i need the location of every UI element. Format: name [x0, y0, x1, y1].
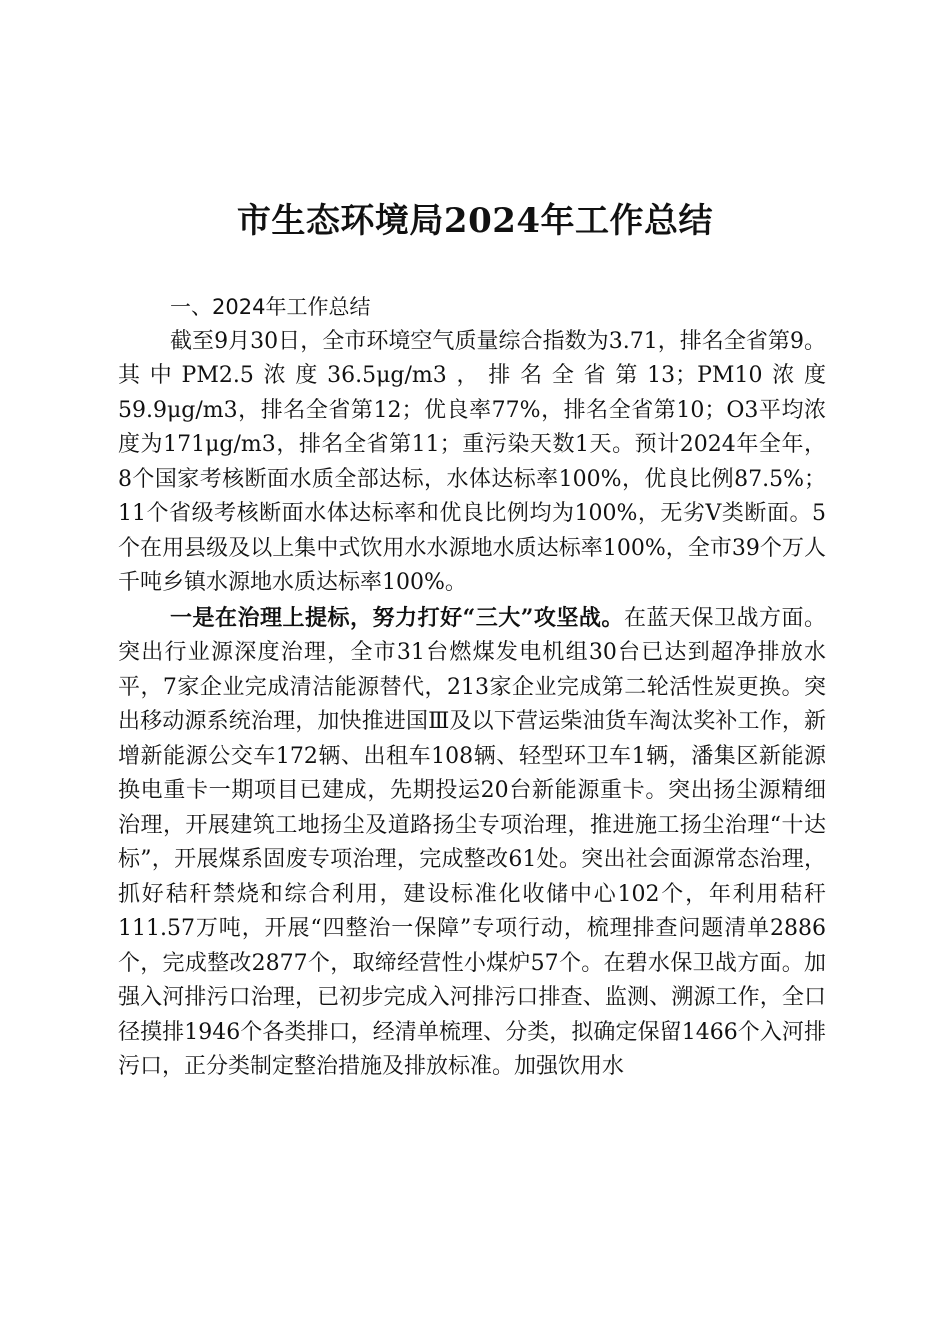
paragraph-lead-sentence: 一是在治理上提标，努力打好“三大”攻坚战。 — [170, 604, 624, 631]
paragraph-body-text: 在蓝天保卫战方面。突出行业源深度治理，全市31台燃煤发电机组30台已达到超净排放水平，7家企业完成清洁能源替代，213家企业完成第二轮活性炭更换。突出移动源系统治理，加快推进国Ⅲ及以下营运柴油货车淘汰奖补工作，新增新能源公交车172辆、出租车108辆、轻型环卫车1辆，潘集区新能源换电重卡一期项目已建成，先期投运20台新能源重卡。突出扬尘源精细治理，开展建筑工地扬尘及道路扬尘专项治理，推进施工扬尘治理“十达标”，开展煤系固废专项治理，完成整改61处。突出社会面源常态治理，抓好秸秆禁烧和综合利用，建设标准化收储中心102个，年利用秸秆111.57万吨，开展“四整治一保障”专项行动，梳理排查问题清单2886个，完成整改2877个，取缔经营性小煤炉57个。在碧水保卫战方面。加强入河排污口治理，已初步完成入河排污口排查、监测、溯源工作，全口径摸排1946个各类排口，经清单梳理、分类，拟确定保留1466个入河排污口，正分类制定整治措施及排放标准。加强饮用水 — [118, 605, 826, 1079]
section-heading: 一、2024年工作总结 — [170, 295, 371, 319]
document-title: 市生态环境局2024年工作总结 — [236, 201, 714, 241]
paragraph-governance — [118, 601, 826, 1085]
paragraph-air-water-quality: 截至9月30日，全市环境空气质量综合指数为3.71，排名全省第9。其中PM2.5浓度36.5μg/m3，排名全省第13；PM10浓度59.9μg/m3，排名全省第12；优良率77%，排名全省第10；O3平均浓度为171μg/m3，排名全省第11；重污染天数1天。预计2024年全年，8个国家考核断面水质全部达标，水体达标率100%，优良比例87.5%；11个省级考核断面水体达标率和优良比例均为100%，无劣V类断面。5个在用县级及以上集中式饮用水水源地水质达标率100%，全市39个万人千吨乡镇水源地水质达标率100%。 — [118, 328, 826, 595]
document-body — [118, 290, 826, 1085]
